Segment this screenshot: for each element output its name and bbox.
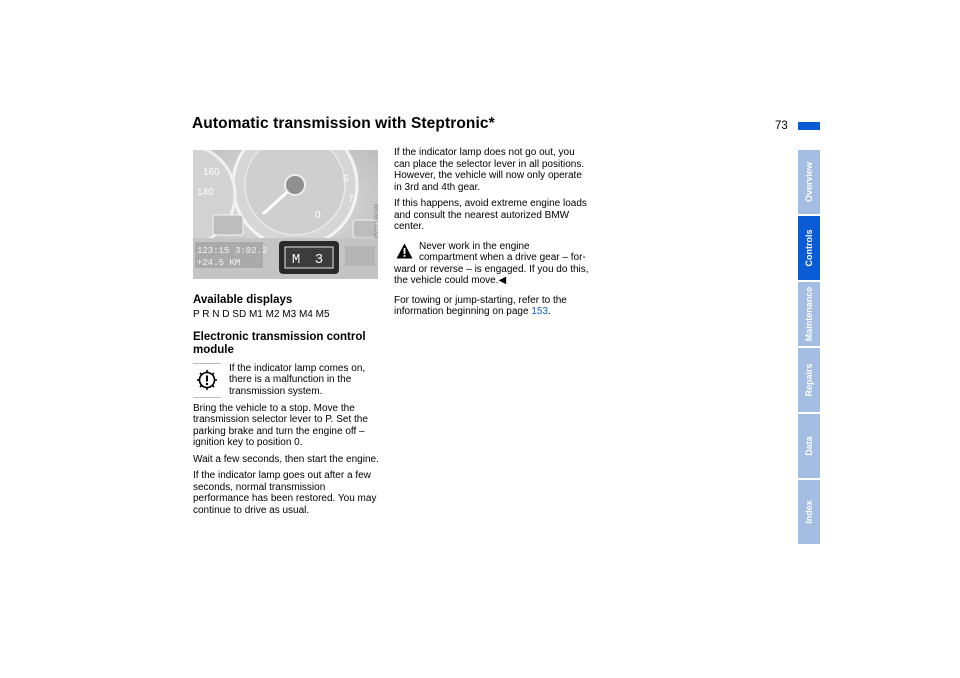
tab-label: Maintenance — [804, 286, 814, 342]
consult-center-text: If this happens, avoid extreme engine loads and consult the nearest autorized BMW center. — [394, 198, 587, 232]
left-column — [193, 294, 383, 521]
instrument-cluster-photo — [193, 150, 378, 279]
lamp-stays-on-text: If the indicator lamp does not go out, you can place the selector lever in all positions. However, the vehicle will now only operate in 3rd and 4th gear. — [394, 147, 585, 193]
gear-display: M 3 — [291, 252, 327, 268]
page-reference-link[interactable]: 153 — [531, 306, 549, 317]
indicator-note — [193, 363, 383, 399]
tab-repairs[interactable] — [798, 348, 820, 412]
displays-list: P R N D SD M1 M2 M3 M4 M5 — [193, 309, 330, 320]
displays-heading: Available displays — [193, 294, 293, 306]
section-tabs — [798, 150, 820, 546]
restart-instructions: Wait a few seconds, then start the engine. — [193, 453, 379, 465]
tab-controls[interactable] — [798, 216, 820, 280]
svg-text:0: 0 — [315, 210, 321, 221]
warning-note — [394, 241, 590, 287]
lamp-out-text: If the indicator lamp goes out after a few seconds, normal transmission performance has been restored. You may continue to drive as usual. — [193, 470, 377, 516]
tab-maintenance[interactable] — [798, 282, 820, 346]
svg-text:160: 160 — [203, 167, 220, 178]
tab-data[interactable] — [798, 414, 820, 478]
tab-label: Repairs — [804, 363, 814, 397]
indicator-note-text: If the indicator lamp comes on, there is a malfunction in the transmission system. — [229, 362, 366, 397]
tab-label: Index — [804, 500, 814, 524]
svg-text:6: 6 — [343, 174, 349, 185]
exclamation-gear-icon — [193, 363, 221, 398]
page-title: Automatic transmission with Steptronic* — [192, 115, 495, 132]
tab-label: Overview — [804, 161, 814, 203]
module-heading: Electronic transmission control module — [193, 330, 366, 356]
svg-text:123:15: 123:15 — [197, 246, 230, 256]
page-number: 73 — [775, 120, 788, 132]
tab-label: Controls — [804, 229, 814, 267]
svg-text:140: 140 — [197, 187, 214, 198]
svg-text:7: 7 — [348, 194, 354, 205]
page-number-bar — [798, 122, 820, 130]
tab-label: Data — [804, 436, 814, 456]
image-code: MW0713ACMA — [374, 203, 380, 238]
tab-index[interactable] — [798, 480, 820, 544]
right-column — [394, 147, 590, 318]
warning-triangle-icon — [396, 243, 413, 259]
towing-reference — [394, 295, 590, 318]
stop-instructions: Bring the vehicle to a stop. Move the transmission selector lever to P. Set the parking brake and turn the engine off – ignition key to position 0. — [193, 402, 368, 448]
towing-text: For towing or jump-starting, refer to the information beginning on page — [394, 294, 567, 317]
warning-text-rest: ward or reverse – is engaged. If you do this, the vehicle could move.◀ — [394, 263, 589, 286]
towing-suffix: . — [548, 306, 551, 317]
tab-overview[interactable] — [798, 150, 820, 214]
warning-text-first: Never work in the engine compartment when a drive gear – for- — [419, 240, 586, 263]
svg-text:3:02.2: 3:02.2 — [235, 246, 268, 256]
svg-text:+24.5 KM: +24.5 KM — [197, 258, 241, 268]
